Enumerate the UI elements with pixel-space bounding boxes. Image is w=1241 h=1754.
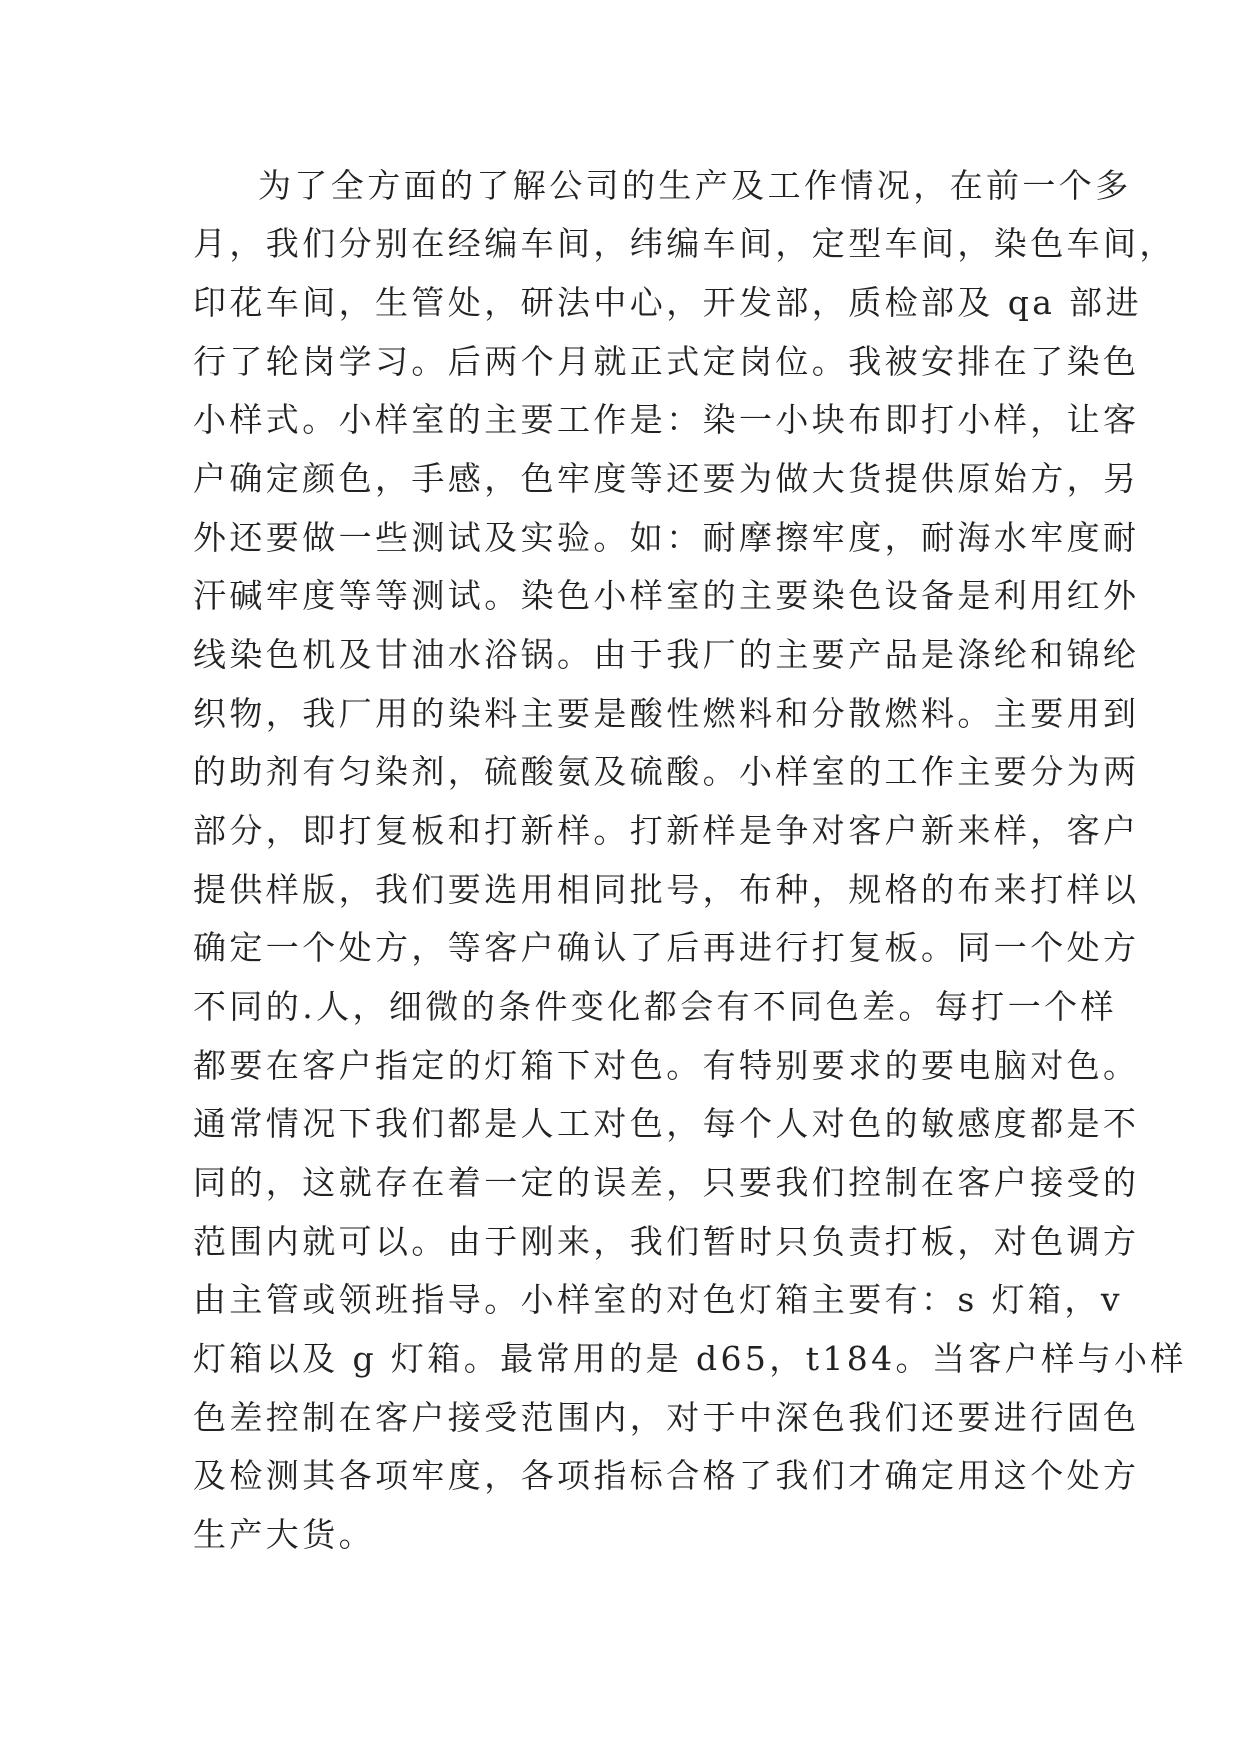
paragraph-line: 提供样版，我们要选用相同批号，布种，规格的布来打样以 [193,870,1140,909]
paragraph-line: 不同的.人，细微的条件变化都会有不同色差。每打一个样 [193,987,1117,1026]
paragraph-line: 范围内就可以。由于刚来，我们暂时只负责打板，对色调方 [193,1222,1140,1261]
paragraph-line: 汗碱牢度等等测试。染色小样室的主要染色设备是利用红外 [193,576,1140,615]
paragraph-line: 及检测其各项牢度，各项指标合格了我们才确定用这个处方 [193,1456,1140,1495]
paragraph-line: 由主管或领班指导。小样室的对色灯箱主要有：s 灯箱，v [193,1280,1123,1319]
paragraph-line: 通常情况下我们都是人工对色，每个人对色的敏感度都是不 [193,1104,1140,1143]
paragraph-line: 外还要做一些测试及实验。如：耐摩擦牢度，耐海水牢度耐 [193,518,1140,557]
paragraph-line: 部分，即打复板和打新样。打新样是争对客户新来样，客户 [193,811,1140,850]
paragraph-line: 色差控制在客户接受范围内，对于中深色我们还要进行固色 [193,1398,1140,1437]
paragraph-line: 线染色机及甘油水浴锅。由于我厂的主要产品是涤纶和锦纶 [193,635,1140,674]
paragraph-line: 为了全方面的了解公司的生产及工作情况，在前一个多 [258,166,1132,205]
paragraph-line: 行了轮岗学习。后两个月就正式定岗位。我被安排在了染色 [193,342,1140,381]
paragraph-line: 小样式。小样室的主要工作是：染一小块布即打小样，让客 [193,400,1140,439]
paragraph-line: 确定一个处方，等客户确认了后再进行打复板。同一个处方 [193,928,1140,967]
paragraph-line: 的助剂有匀染剂，硫酸氨及硫酸。小样室的工作主要分为两 [193,752,1140,791]
paragraph-line: 月，我们分别在经编车间，纬编车间，定型车间，染色车间， [193,224,1176,263]
paragraph-line: 都要在客户指定的灯箱下对色。有特别要求的要电脑对色。 [193,1046,1140,1085]
paragraph-line: 生产大货。 [193,1515,375,1554]
paragraph-line: 户确定颜色，手感，色牢度等还要为做大货提供原始方，另 [193,459,1140,498]
paragraph-line: 印花车间，生管处，研法中心，开发部，质检部及 qa 部进 [193,283,1142,322]
paragraph-line: 同的，这就存在着一定的误差，只要我们控制在客户接受的 [193,1163,1140,1202]
paragraph-line: 灯箱以及 g 灯箱。最常用的是 d65，t184。当客户样与小样 [193,1339,1187,1378]
paragraph-line: 织物，我厂用的染料主要是酸性燃料和分散燃料。主要用到 [193,694,1140,733]
